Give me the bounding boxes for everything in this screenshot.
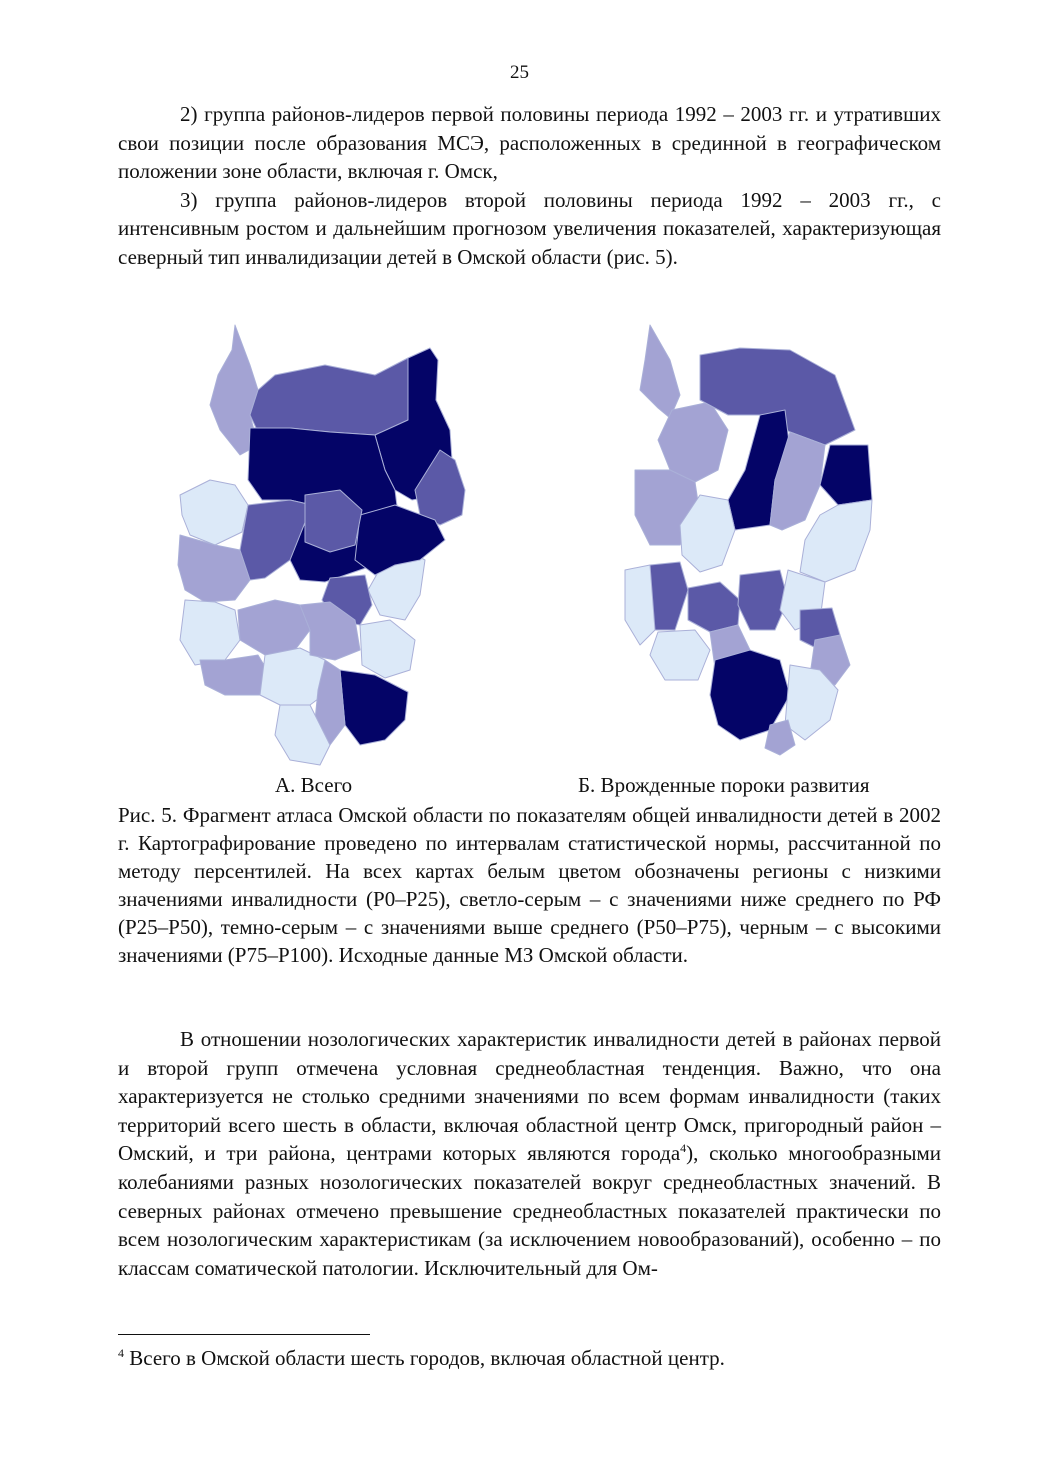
district-region — [800, 500, 872, 582]
district-region — [238, 600, 310, 655]
district-region — [360, 620, 415, 678]
body-text-top — [118, 100, 941, 272]
map-congenital — [610, 320, 930, 770]
district-region — [738, 570, 788, 630]
paragraph-text-end: ), сколько многообразными колебаниями разных нозологических показателей вокруг среднеобластных значений. В северных районах отмечено превышение среднеобластных показателей практически по всем нозологическим характеристикам (за исключением новообразований), особенно – по классам соматической патологии. Исключительный для Ом- — [118, 1141, 941, 1280]
district-region — [200, 655, 270, 695]
body-text-bottom — [118, 1025, 941, 1282]
district-region — [688, 582, 740, 632]
figure-maps — [140, 320, 930, 770]
district-region — [650, 630, 710, 680]
district-region — [180, 600, 240, 665]
footnote-ref[interactable]: 4 — [680, 1141, 687, 1156]
district-region — [650, 562, 688, 630]
footnote-number: 4 — [118, 1346, 124, 1360]
figure-caption — [118, 801, 941, 969]
caption-text: Рис. 5. Фрагмент атласа Омской области по показателям общей инвалидности детей в 2002 г. Картографирование проведено по интервалам статистической нормы, рассчитанной по методу персентилей. На всех картах белым цветом обозначены регионы с низкими значениями инвалидности (P0–P25), светло-серым – с значениями ниже среднего по РФ (P25–P50), темно-серым – с значениями выше среднего (P50–P75), черным – с высокими значениями (P75–P100). Исходные данные МЗ Омской области. — [118, 803, 941, 967]
district-region — [340, 670, 408, 745]
footnote — [118, 1346, 725, 1371]
district-region — [250, 358, 415, 435]
map-total — [140, 320, 480, 770]
district-region — [180, 480, 248, 545]
list-item-3: 3) группа районов-лидеров второй половины периода 1992 – 2003 гг., с интенсивным ростом и дальнейшим прогнозом увеличения показателей, характеризующая северный тип инвалидизации детей в Омской области (рис. 5). — [118, 187, 941, 269]
footnote-text: Всего в Омской области шесть городов, включая областной центр. — [124, 1346, 725, 1370]
paragraph-text-start: В отношении нозологических характеристик инвалидности детей в районах первой и второй групп отмечена условная среднеобластная тенденция. Важно, что она характеризуется не столько средними значениями по всем формам инвалидности (таких территорий всего шесть в области, включая областной центр Омск, пригородный район – Омский, и три района, центрами которых являются города — [118, 1027, 941, 1166]
page-number: 25 — [510, 62, 529, 83]
district-region — [178, 535, 250, 602]
map-label-b: Б. Врожденные пороки развития — [578, 773, 870, 797]
district-region — [820, 445, 872, 505]
map-label-a: А. Всего — [275, 773, 353, 797]
list-item-2: 2) группа районов-лидеров первой половины периода 1992 – 2003 гг. и утративших свои позиции после образования МСЭ, расположенных в срединной в географическом положении зоне области, включая г. Омск, — [118, 102, 941, 184]
footnote-divider — [118, 1334, 370, 1335]
district-region — [640, 325, 680, 418]
paragraph — [118, 1025, 941, 1282]
